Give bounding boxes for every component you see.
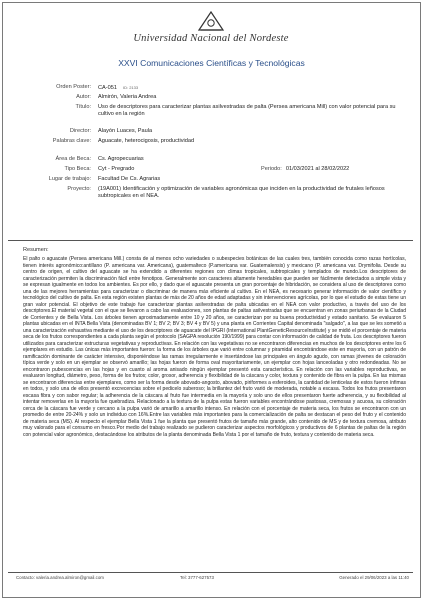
period-label: Periodo: bbox=[261, 166, 282, 172]
period-value: 01/03/2021 al 28/02/2022 bbox=[285, 166, 350, 172]
field-label: Proyecto: bbox=[67, 186, 91, 192]
field-label: Director: bbox=[69, 128, 91, 134]
contact-email: Contacto: valeria.andrea.almiron@gmail.com bbox=[16, 575, 104, 580]
field-label: Tipo Beca: bbox=[64, 166, 91, 172]
field-label: Lugar de trabajo: bbox=[48, 176, 91, 182]
divider bbox=[8, 240, 413, 241]
contact-phone: Tel: 3777-627573 bbox=[180, 575, 214, 580]
field-value: Cyt - Pregrado bbox=[98, 166, 135, 172]
university-emblem-icon bbox=[197, 10, 225, 32]
university-logo bbox=[90, 10, 332, 52]
field-value: Facultad De Cs. Agrarias bbox=[98, 176, 161, 182]
field-value: Alayón Luaces, Paula bbox=[98, 128, 153, 134]
footer-divider bbox=[8, 572, 413, 573]
university-name: Universidad Nacional del Nordeste bbox=[133, 33, 289, 44]
generated-timestamp: Generado el 29/06/2023 a las 11:40 bbox=[339, 575, 409, 580]
field-label: Título: bbox=[75, 104, 91, 110]
page-title: XXVI Comunicaciones Científicas y Tecnológicas bbox=[118, 58, 305, 68]
period bbox=[261, 166, 349, 173]
field-value: Cs. Agropecuarias bbox=[98, 156, 144, 162]
field-value: (19A001) Identificación y optimización de variables agronómicas que inciden en la productividad de frutales leñosos subtropicales en el NEA. bbox=[98, 186, 385, 199]
field-label: Autor: bbox=[76, 94, 91, 100]
resumen-text: El palto o aguacate (Persea americana Mill.) consta de al menos ocho variedades o subespecies botánicas de las cuales tres, también conocida como razas hortícolas, tienen interés agronómico:antillano (P. americana var. Americana), guatemalteco (P.americana var. Guatemalensis) y mexicano (P. americana var. Drymifolia. Desde su centro de origen, el cultivo del aguacate se ha extendido a diferentes regiones con climas tropicales, subtropicales y templados de mundo.Los descriptores de caracterización permiten la discriminación fácil entre fenotipos. Generalmente son caracteres altamente heredables que pueden ser fácilmente detectados a simple vista y se expresan igualmente en todos los ambientes. Es por ello, y dado que el aguacate presenta un gran porcentaje de hibridación, se considera al uso de descriptores como una de las mejores herramientas para caracterizar o discriminar de manera más eficiente al cultivo. En el NEA, es necesario generar información de valor científico y tecnológico del cultivo de palta. En esta región existen plantas de más de 20 años de edad adaptadas y sin intervenciones agrícolas, por lo que el estudio de estas tiene un gran valor potencial. El objetivo de este trabajo fue caracterizar plantas asilvestradas de palta ubicadas en el NEA con valor productivo, a través del uso de los descriptores.El material vegetal con el que se llevaron a cabo las evaluaciones, son plantas de paltas asilvestradas que se encuentran en zonas periurbanas de la Ciudad de Corrientes y de Bella Vista. Los árboles tienen aproximadamente entre 10 y 20 años, se caracterizan por su buena productividad y estado sanitario. Se evaluaron 5 plantas ubicadas en el INTA Bella Vista (denominadas BV 1; BV 2; BV 3; BV 4 y BV 5) y una planta en Corrientes Capital denominada "salgado", a las que se les sometió a una caracterización exhaustiva mediante el uso de los descriptores de aguacate del IPGRI (International PlantGeneticResourceInstitute) y se midió el porcentaje de materia seca de los frutos correspondientes a cada planta según el protocolo (SAGPA resolución 190/1999) para contar con información de calidad de fruta. Los descriptores fueron utilizados para caracterizar estructuras vegetativas y reproductivas. En relación con las vegetativas no se encontraron diferencias en muchos de los descriptores entre los 6 ejemplares en estudio. Las únicas más importantes fueron: la forma de los árboles que varió entre columnar y piramidal encontrándose este en mayoría, con un patrón de ramificación dominante de carácter intensivo, disponiéndose las ramas irregularmente e insertándose las principales en ángulo agudo, con ramas jóvenes de coloración típica verde y solo en un ejemplar se observó amarillo; las hojas fueron de forma oval mayoritariamente, un ejemplar con hojas lanceoladas y otro redondeadas. No se encontraron pubescencias en las hojas y en cuanto al aroma anisado ningún ejemplar presentó esta característica. En relación con las variables reproductivas, se evaluaron longitud, diámetro, peso, forma de los frutos; color, grosor, adherencia y flexibilidad de la cáscara y color, textura y contenido de fibra en la pulpa. En las mismas se encontraron diferencias entre ejemplares, como ser la forma desde abovado-angosto, abovado, piriformes a esferoides, la cantidad de lenticelas de estos fueron ínfimas en todos, y solo una de ellos presentó excrecencias sobre el pedicelo suberoso; la brillantez del fruto varió de moderada, notable a escasa. Todos los frutos presentaron escasa fibra y con sabor regular; la adherencia de la cáscara al fruto fue intermedia en la mayoría y solo uno de ellos presentaron fuerte adherencia, y su flexibilidad al intentar removerlas en la mayoría fue quebradiza. Relacionado a la textura de la pulpa estas fueron variables encontrándose pastosas, cremosas y acuosa, su coloración cerca de la cáscara fue verde y cercano a la pulpa varió de amarillo a amarillo intenso. En relación con el porcentaje de materia seca, los frutos se encontraron con un promedio de entre 20-24% y solo un individuo con 16%.Entre las variables más importantes para la comercialización de palta se destacan el peso del fruto y el contenido de materia seca (MS). Al respecto el ejemplar Bella Vista 1 fue la planta que presentó frutos de tamaño más grande, alto contenido de MS y de textura cremosa, atributo muy valorado para el consumo en fresco.Por medio del trabajo realizado se pudieron caracterizar aspectos morfológicos y productivos de 6 plantas de paltas de la región con potencial valor agronómico, destacándose los atributos de la planta denominada Bella Vista 1 por el tamaño de fruto, textura y contenido de materia seca. bbox=[23, 256, 406, 438]
resumen-label: Resumen: bbox=[23, 247, 49, 253]
field-label: Orden Poster: bbox=[56, 84, 91, 90]
field-label: Área de Beca: bbox=[55, 156, 91, 162]
field-label: Palabras clave: bbox=[52, 138, 91, 144]
field-value: Uso de descriptores para caracterizar plantas asilvestradas de palta (Persea americana Mill) con valor potencial para su cultivo en la región bbox=[98, 104, 396, 117]
poster-id: ID: 2133 bbox=[122, 85, 139, 90]
field-value: Almirón, Valeria Andrea bbox=[98, 94, 157, 100]
field-value: Aguacate, heterocigosis, productividad bbox=[98, 138, 195, 144]
field-value: CA-051 ID: 2133 bbox=[98, 85, 139, 91]
